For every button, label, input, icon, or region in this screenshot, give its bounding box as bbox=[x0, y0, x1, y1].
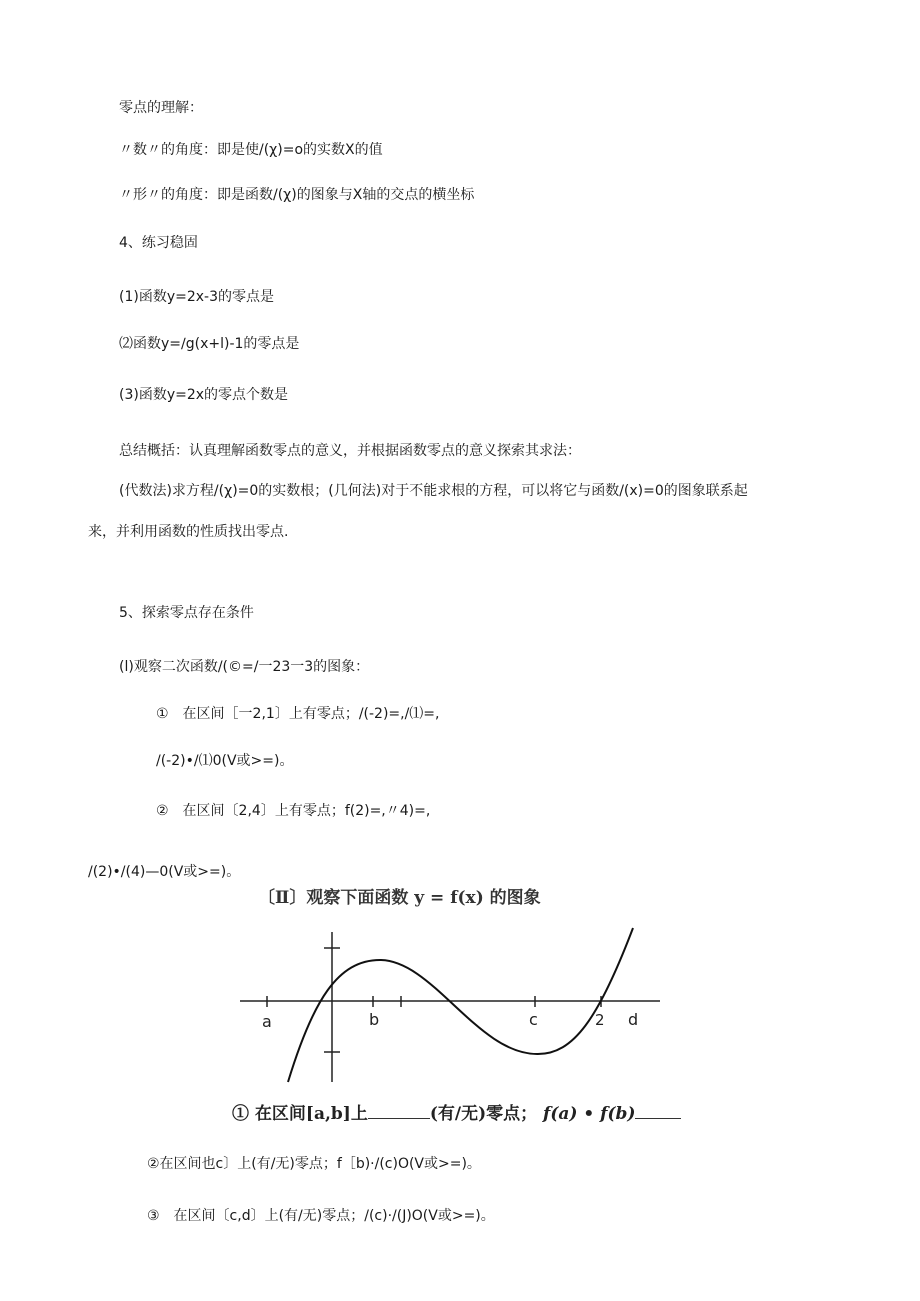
q1-prefix: ① 在区间[a,b]上 bbox=[232, 1104, 368, 1124]
part-1-intro: (l)观察二次函数/(©=/一23一3的图象： bbox=[119, 659, 370, 675]
summary-text-line2: 来，并利用函数的性质找出零点. bbox=[88, 524, 289, 540]
part-2-question-2: ②在区间也c〕上(有/无)零点；f［b)·/(c)O(V或>=)。 bbox=[147, 1156, 481, 1172]
summary-text-line1: (代数法)求方程/(χ)=0的实数根；(几何法)对于不能求根的方程，可以将它与函数/(x)=0的图象联系起 bbox=[119, 483, 748, 499]
exercise-1: (1)函数y=2x-3的零点是 bbox=[119, 289, 274, 305]
label-2: 2 bbox=[595, 1011, 605, 1029]
part-2-heading: 〔Ⅱ〕观察下面函数 y = f(x) 的图象 bbox=[258, 888, 541, 908]
item-2-product: /(2)•/(4)—0(V或>=)。 bbox=[88, 864, 241, 880]
zero-understanding-heading: 零点的理解： bbox=[119, 100, 203, 116]
item-2-interval: ② 在区间〔2,4〕上有零点；f(2)=,〃4)=, bbox=[156, 803, 431, 819]
summary-heading: 总结概括：认真理解函数零点的意义，并根据函数零点的意义探索其求法： bbox=[119, 443, 581, 459]
q1-blank-2[interactable] bbox=[635, 1104, 681, 1119]
part-2-question-3: ③ 在区间〔c,d〕上(有/无)零点；/(c)·/(J)O(V或>=)。 bbox=[147, 1208, 495, 1224]
function-graph bbox=[228, 920, 668, 1088]
label-d: d bbox=[628, 1010, 639, 1029]
section-4-heading: 4、练习稳固 bbox=[119, 235, 198, 251]
label-a: a bbox=[262, 1012, 272, 1031]
exercise-3: (3)函数y=2x的零点个数是 bbox=[119, 387, 289, 403]
q1-middle: (有/无)零点； bbox=[429, 1104, 538, 1124]
q1-expression: f(a) • f(b) bbox=[543, 1104, 636, 1124]
part-2-question-1 bbox=[232, 1103, 681, 1125]
shape-perspective: 〃形〃的角度：即是函数/(χ)的图象与X轴的交点的横坐标 bbox=[119, 187, 475, 203]
q1-blank-1[interactable] bbox=[368, 1104, 430, 1119]
cubic-curve bbox=[288, 928, 633, 1082]
exercise-2: ⑵函数y=∕g(x+l)-1的零点是 bbox=[119, 336, 300, 352]
number-perspective: 〃数〃的角度：即是使/(χ)=o的实数X的值 bbox=[119, 142, 383, 158]
item-1-interval: ① 在区间［一2,1〕上有零点；/(-2)=,/⑴=, bbox=[156, 706, 440, 722]
item-1-product: /(-2)•/⑴0(V或>=)。 bbox=[156, 753, 294, 769]
label-c: c bbox=[529, 1010, 538, 1029]
label-b: b bbox=[369, 1010, 380, 1029]
section-5-heading: 5、探索零点存在条件 bbox=[119, 605, 254, 621]
